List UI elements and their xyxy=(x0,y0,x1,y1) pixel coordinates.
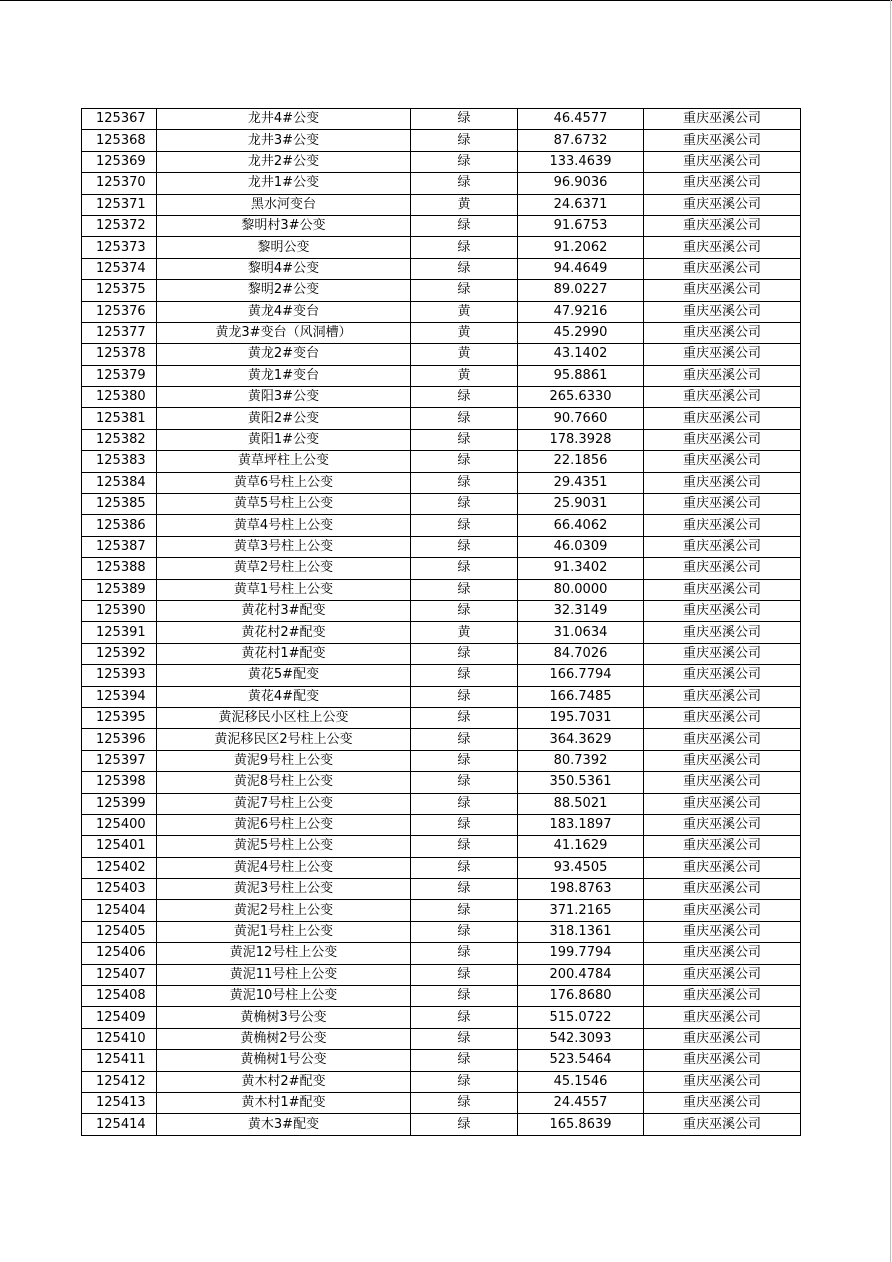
cell-color: 绿 xyxy=(411,686,518,707)
cell-value: 91.6753 xyxy=(518,215,644,236)
cell-value: 195.7031 xyxy=(518,707,644,728)
cell-color: 绿 xyxy=(411,729,518,750)
cell-id: 125379 xyxy=(82,365,157,386)
cell-company: 重庆巫溪公司 xyxy=(644,707,801,728)
cell-value: 80.7392 xyxy=(518,750,644,771)
cell-value: 515.0722 xyxy=(518,1007,644,1028)
page-right-edge xyxy=(890,0,891,1262)
cell-name: 黄泥移民区2号柱上公变 xyxy=(157,729,411,750)
cell-name: 黄花村1#配变 xyxy=(157,643,411,664)
table-row xyxy=(82,365,801,386)
page-top-border xyxy=(0,0,892,1)
table-row xyxy=(82,429,801,450)
cell-company: 重庆巫溪公司 xyxy=(644,408,801,429)
cell-id: 125382 xyxy=(82,429,157,450)
cell-company: 重庆巫溪公司 xyxy=(644,686,801,707)
cell-value: 41.1629 xyxy=(518,836,644,857)
cell-color: 绿 xyxy=(411,429,518,450)
cell-id: 125374 xyxy=(82,258,157,279)
cell-color: 绿 xyxy=(411,1028,518,1049)
cell-company: 重庆巫溪公司 xyxy=(644,857,801,878)
cell-color: 绿 xyxy=(411,494,518,515)
cell-name: 黄花5#配变 xyxy=(157,665,411,686)
cell-name: 黎明2#公变 xyxy=(157,280,411,301)
cell-name: 黄草2号柱上公变 xyxy=(157,558,411,579)
cell-value: 45.1546 xyxy=(518,1071,644,1092)
table-row xyxy=(82,1028,801,1049)
cell-color: 绿 xyxy=(411,451,518,472)
cell-id: 125378 xyxy=(82,344,157,365)
cell-company: 重庆巫溪公司 xyxy=(644,365,801,386)
cell-value: 183.1897 xyxy=(518,814,644,835)
cell-color: 绿 xyxy=(411,1007,518,1028)
cell-color: 绿 xyxy=(411,943,518,964)
cell-id: 125403 xyxy=(82,879,157,900)
cell-company: 重庆巫溪公司 xyxy=(644,451,801,472)
cell-id: 125380 xyxy=(82,387,157,408)
cell-value: 22.1856 xyxy=(518,451,644,472)
cell-company: 重庆巫溪公司 xyxy=(644,194,801,215)
cell-color: 绿 xyxy=(411,1071,518,1092)
cell-color: 绿 xyxy=(411,750,518,771)
table-row xyxy=(82,600,801,621)
cell-company: 重庆巫溪公司 xyxy=(644,579,801,600)
cell-id: 125391 xyxy=(82,622,157,643)
table-row xyxy=(82,322,801,343)
cell-value: 91.3402 xyxy=(518,558,644,579)
table-row xyxy=(82,900,801,921)
table-row xyxy=(82,814,801,835)
cell-name: 龙井3#公变 xyxy=(157,130,411,151)
cell-value: 24.6371 xyxy=(518,194,644,215)
cell-value: 32.3149 xyxy=(518,600,644,621)
cell-value: 88.5021 xyxy=(518,793,644,814)
table-row xyxy=(82,729,801,750)
cell-company: 重庆巫溪公司 xyxy=(644,986,801,1007)
cell-color: 黄 xyxy=(411,194,518,215)
cell-company: 重庆巫溪公司 xyxy=(644,387,801,408)
cell-id: 125383 xyxy=(82,451,157,472)
cell-color: 绿 xyxy=(411,237,518,258)
cell-color: 黄 xyxy=(411,301,518,322)
table-row xyxy=(82,750,801,771)
cell-value: 46.0309 xyxy=(518,536,644,557)
cell-id: 125405 xyxy=(82,921,157,942)
cell-name: 黄泥6号柱上公变 xyxy=(157,814,411,835)
cell-id: 125373 xyxy=(82,237,157,258)
cell-color: 绿 xyxy=(411,536,518,557)
cell-color: 绿 xyxy=(411,772,518,793)
cell-color: 绿 xyxy=(411,900,518,921)
cell-value: 523.5464 xyxy=(518,1050,644,1071)
table-row xyxy=(82,215,801,236)
cell-name: 黎明4#公变 xyxy=(157,258,411,279)
cell-company: 重庆巫溪公司 xyxy=(644,921,801,942)
cell-name: 黄木3#配变 xyxy=(157,1114,411,1135)
cell-color: 绿 xyxy=(411,836,518,857)
cell-id: 125386 xyxy=(82,515,157,536)
cell-value: 24.4557 xyxy=(518,1092,644,1113)
table-row xyxy=(82,109,801,130)
cell-name: 黄龙1#变台 xyxy=(157,365,411,386)
cell-company: 重庆巫溪公司 xyxy=(644,301,801,322)
cell-color: 绿 xyxy=(411,558,518,579)
cell-value: 178.3928 xyxy=(518,429,644,450)
cell-value: 80.0000 xyxy=(518,579,644,600)
cell-value: 47.9216 xyxy=(518,301,644,322)
table-row xyxy=(82,1114,801,1135)
table-row xyxy=(82,643,801,664)
cell-name: 黄泥2号柱上公变 xyxy=(157,900,411,921)
cell-company: 重庆巫溪公司 xyxy=(644,772,801,793)
table-row xyxy=(82,1050,801,1071)
cell-id: 125399 xyxy=(82,793,157,814)
cell-company: 重庆巫溪公司 xyxy=(644,429,801,450)
cell-color: 绿 xyxy=(411,793,518,814)
cell-name: 黄泥3号柱上公变 xyxy=(157,879,411,900)
cell-name: 黄草坪柱上公变 xyxy=(157,451,411,472)
table-row xyxy=(82,558,801,579)
cell-id: 125389 xyxy=(82,579,157,600)
cell-value: 166.7794 xyxy=(518,665,644,686)
table-row xyxy=(82,451,801,472)
cell-value: 43.1402 xyxy=(518,344,644,365)
cell-value: 350.5361 xyxy=(518,772,644,793)
cell-id: 125406 xyxy=(82,943,157,964)
cell-value: 45.2990 xyxy=(518,322,644,343)
cell-company: 重庆巫溪公司 xyxy=(644,943,801,964)
cell-value: 93.4505 xyxy=(518,857,644,878)
table-row xyxy=(82,943,801,964)
cell-company: 重庆巫溪公司 xyxy=(644,258,801,279)
cell-id: 125385 xyxy=(82,494,157,515)
table-row xyxy=(82,964,801,985)
cell-company: 重庆巫溪公司 xyxy=(644,1007,801,1028)
cell-company: 重庆巫溪公司 xyxy=(644,280,801,301)
cell-company: 重庆巫溪公司 xyxy=(644,729,801,750)
cell-value: 371.2165 xyxy=(518,900,644,921)
cell-color: 绿 xyxy=(411,1092,518,1113)
table-row xyxy=(82,494,801,515)
cell-value: 318.1361 xyxy=(518,921,644,942)
cell-color: 绿 xyxy=(411,258,518,279)
cell-id: 125400 xyxy=(82,814,157,835)
cell-name: 黄阳3#公变 xyxy=(157,387,411,408)
cell-name: 黄泥8号柱上公变 xyxy=(157,772,411,793)
cell-name: 黄草1号柱上公变 xyxy=(157,579,411,600)
cell-company: 重庆巫溪公司 xyxy=(644,173,801,194)
table-row xyxy=(82,472,801,493)
cell-company: 重庆巫溪公司 xyxy=(644,1071,801,1092)
table-row xyxy=(82,130,801,151)
cell-id: 125369 xyxy=(82,151,157,172)
cell-id: 125413 xyxy=(82,1092,157,1113)
cell-value: 542.3093 xyxy=(518,1028,644,1049)
cell-id: 125404 xyxy=(82,900,157,921)
cell-value: 89.0227 xyxy=(518,280,644,301)
cell-color: 绿 xyxy=(411,515,518,536)
cell-value: 29.4351 xyxy=(518,472,644,493)
cell-value: 198.8763 xyxy=(518,879,644,900)
cell-company: 重庆巫溪公司 xyxy=(644,536,801,557)
cell-company: 重庆巫溪公司 xyxy=(644,109,801,130)
table-row xyxy=(82,836,801,857)
cell-company: 重庆巫溪公司 xyxy=(644,1092,801,1113)
cell-value: 91.2062 xyxy=(518,237,644,258)
cell-name: 黄桷树3号公变 xyxy=(157,1007,411,1028)
cell-name: 黑水河变台 xyxy=(157,194,411,215)
cell-name: 黄木村2#配变 xyxy=(157,1071,411,1092)
transformer-table xyxy=(81,108,801,1136)
cell-color: 绿 xyxy=(411,472,518,493)
cell-color: 绿 xyxy=(411,600,518,621)
cell-company: 重庆巫溪公司 xyxy=(644,964,801,985)
cell-id: 125375 xyxy=(82,280,157,301)
cell-name: 黄泥9号柱上公变 xyxy=(157,750,411,771)
table-row xyxy=(82,986,801,1007)
cell-value: 90.7660 xyxy=(518,408,644,429)
cell-id: 125408 xyxy=(82,986,157,1007)
cell-name: 黄龙3#变台（风洞槽） xyxy=(157,322,411,343)
cell-name: 黄泥移民小区柱上公变 xyxy=(157,707,411,728)
table-row xyxy=(82,579,801,600)
cell-company: 重庆巫溪公司 xyxy=(644,750,801,771)
cell-name: 龙井2#公变 xyxy=(157,151,411,172)
cell-name: 黄泥5号柱上公变 xyxy=(157,836,411,857)
table-row xyxy=(82,793,801,814)
cell-id: 125395 xyxy=(82,707,157,728)
cell-company: 重庆巫溪公司 xyxy=(644,344,801,365)
cell-color: 黄 xyxy=(411,365,518,386)
cell-id: 125397 xyxy=(82,750,157,771)
cell-name: 黄泥7号柱上公变 xyxy=(157,793,411,814)
table-row xyxy=(82,921,801,942)
cell-name: 黄泥11号柱上公变 xyxy=(157,964,411,985)
table-row xyxy=(82,301,801,322)
cell-value: 265.6330 xyxy=(518,387,644,408)
cell-id: 125402 xyxy=(82,857,157,878)
cell-name: 黄花4#配变 xyxy=(157,686,411,707)
cell-color: 绿 xyxy=(411,665,518,686)
cell-id: 125411 xyxy=(82,1050,157,1071)
cell-name: 黄泥1号柱上公变 xyxy=(157,921,411,942)
cell-name: 黄桷树2号公变 xyxy=(157,1028,411,1049)
cell-color: 黄 xyxy=(411,344,518,365)
cell-color: 绿 xyxy=(411,814,518,835)
cell-color: 绿 xyxy=(411,387,518,408)
cell-company: 重庆巫溪公司 xyxy=(644,643,801,664)
cell-value: 165.8639 xyxy=(518,1114,644,1135)
cell-id: 125409 xyxy=(82,1007,157,1028)
cell-value: 96.9036 xyxy=(518,173,644,194)
cell-name: 黄泥12号柱上公变 xyxy=(157,943,411,964)
cell-color: 绿 xyxy=(411,151,518,172)
cell-id: 125370 xyxy=(82,173,157,194)
cell-id: 125393 xyxy=(82,665,157,686)
cell-color: 绿 xyxy=(411,173,518,194)
cell-value: 133.4639 xyxy=(518,151,644,172)
table-row xyxy=(82,194,801,215)
cell-value: 94.4649 xyxy=(518,258,644,279)
cell-value: 199.7794 xyxy=(518,943,644,964)
table-row xyxy=(82,622,801,643)
table-row xyxy=(82,1007,801,1028)
cell-id: 125367 xyxy=(82,109,157,130)
cell-id: 125401 xyxy=(82,836,157,857)
cell-color: 绿 xyxy=(411,879,518,900)
table-row xyxy=(82,772,801,793)
cell-value: 200.4784 xyxy=(518,964,644,985)
cell-name: 黄桷树1号公变 xyxy=(157,1050,411,1071)
cell-name: 黄泥10号柱上公变 xyxy=(157,986,411,1007)
cell-color: 绿 xyxy=(411,215,518,236)
cell-color: 绿 xyxy=(411,1114,518,1135)
cell-company: 重庆巫溪公司 xyxy=(644,1028,801,1049)
cell-company: 重庆巫溪公司 xyxy=(644,237,801,258)
cell-color: 绿 xyxy=(411,707,518,728)
cell-value: 176.8680 xyxy=(518,986,644,1007)
cell-id: 125381 xyxy=(82,408,157,429)
table-row xyxy=(82,1092,801,1113)
cell-id: 125414 xyxy=(82,1114,157,1135)
table-row xyxy=(82,173,801,194)
table-row xyxy=(82,686,801,707)
cell-name: 黎明公变 xyxy=(157,237,411,258)
table-row xyxy=(82,1071,801,1092)
cell-id: 125398 xyxy=(82,772,157,793)
cell-name: 龙井1#公变 xyxy=(157,173,411,194)
cell-company: 重庆巫溪公司 xyxy=(644,151,801,172)
table-row xyxy=(82,665,801,686)
table-row xyxy=(82,857,801,878)
cell-company: 重庆巫溪公司 xyxy=(644,600,801,621)
table-row xyxy=(82,387,801,408)
cell-color: 绿 xyxy=(411,921,518,942)
cell-company: 重庆巫溪公司 xyxy=(644,665,801,686)
cell-name: 黄龙4#变台 xyxy=(157,301,411,322)
table-row xyxy=(82,515,801,536)
cell-value: 87.6732 xyxy=(518,130,644,151)
cell-id: 125371 xyxy=(82,194,157,215)
cell-id: 125412 xyxy=(82,1071,157,1092)
cell-company: 重庆巫溪公司 xyxy=(644,622,801,643)
cell-name: 黄龙2#变台 xyxy=(157,344,411,365)
cell-id: 125388 xyxy=(82,558,157,579)
cell-name: 黄花村2#配变 xyxy=(157,622,411,643)
table-row xyxy=(82,280,801,301)
table-row xyxy=(82,408,801,429)
cell-name: 黄草5号柱上公变 xyxy=(157,494,411,515)
cell-id: 125387 xyxy=(82,536,157,557)
cell-id: 125392 xyxy=(82,643,157,664)
cell-name: 黄花村3#配变 xyxy=(157,600,411,621)
cell-company: 重庆巫溪公司 xyxy=(644,494,801,515)
cell-company: 重庆巫溪公司 xyxy=(644,814,801,835)
cell-company: 重庆巫溪公司 xyxy=(644,879,801,900)
cell-value: 166.7485 xyxy=(518,686,644,707)
cell-color: 黄 xyxy=(411,622,518,643)
cell-name: 黎明村3#公变 xyxy=(157,215,411,236)
cell-company: 重庆巫溪公司 xyxy=(644,1050,801,1071)
cell-color: 绿 xyxy=(411,280,518,301)
table-row xyxy=(82,258,801,279)
cell-value: 84.7026 xyxy=(518,643,644,664)
cell-name: 黄草4号柱上公变 xyxy=(157,515,411,536)
cell-id: 125394 xyxy=(82,686,157,707)
cell-company: 重庆巫溪公司 xyxy=(644,215,801,236)
cell-name: 黄木村1#配变 xyxy=(157,1092,411,1113)
cell-color: 绿 xyxy=(411,130,518,151)
cell-color: 绿 xyxy=(411,579,518,600)
cell-company: 重庆巫溪公司 xyxy=(644,558,801,579)
cell-color: 绿 xyxy=(411,857,518,878)
cell-id: 125372 xyxy=(82,215,157,236)
table-row xyxy=(82,879,801,900)
table-row xyxy=(82,344,801,365)
cell-color: 绿 xyxy=(411,643,518,664)
cell-id: 125390 xyxy=(82,600,157,621)
cell-value: 364.3629 xyxy=(518,729,644,750)
cell-color: 绿 xyxy=(411,109,518,130)
cell-company: 重庆巫溪公司 xyxy=(644,900,801,921)
cell-id: 125396 xyxy=(82,729,157,750)
cell-value: 25.9031 xyxy=(518,494,644,515)
cell-color: 绿 xyxy=(411,408,518,429)
table-row xyxy=(82,151,801,172)
cell-value: 66.4062 xyxy=(518,515,644,536)
cell-company: 重庆巫溪公司 xyxy=(644,472,801,493)
cell-id: 125407 xyxy=(82,964,157,985)
cell-name: 黄草3号柱上公变 xyxy=(157,536,411,557)
table-row xyxy=(82,707,801,728)
cell-color: 绿 xyxy=(411,986,518,1007)
cell-id: 125410 xyxy=(82,1028,157,1049)
cell-color: 黄 xyxy=(411,322,518,343)
cell-company: 重庆巫溪公司 xyxy=(644,793,801,814)
table-row xyxy=(82,237,801,258)
cell-name: 龙井4#公变 xyxy=(157,109,411,130)
cell-company: 重庆巫溪公司 xyxy=(644,836,801,857)
cell-value: 46.4577 xyxy=(518,109,644,130)
cell-name: 黄阳2#公变 xyxy=(157,408,411,429)
cell-value: 95.8861 xyxy=(518,365,644,386)
cell-company: 重庆巫溪公司 xyxy=(644,322,801,343)
cell-id: 125376 xyxy=(82,301,157,322)
cell-color: 绿 xyxy=(411,964,518,985)
cell-id: 125377 xyxy=(82,322,157,343)
cell-company: 重庆巫溪公司 xyxy=(644,1114,801,1135)
cell-id: 125384 xyxy=(82,472,157,493)
cell-color: 绿 xyxy=(411,1050,518,1071)
cell-company: 重庆巫溪公司 xyxy=(644,130,801,151)
table-body xyxy=(82,109,801,1136)
cell-name: 黄阳1#公变 xyxy=(157,429,411,450)
cell-name: 黄泥4号柱上公变 xyxy=(157,857,411,878)
cell-name: 黄草6号柱上公变 xyxy=(157,472,411,493)
cell-value: 31.0634 xyxy=(518,622,644,643)
table-row xyxy=(82,536,801,557)
cell-company: 重庆巫溪公司 xyxy=(644,515,801,536)
cell-id: 125368 xyxy=(82,130,157,151)
